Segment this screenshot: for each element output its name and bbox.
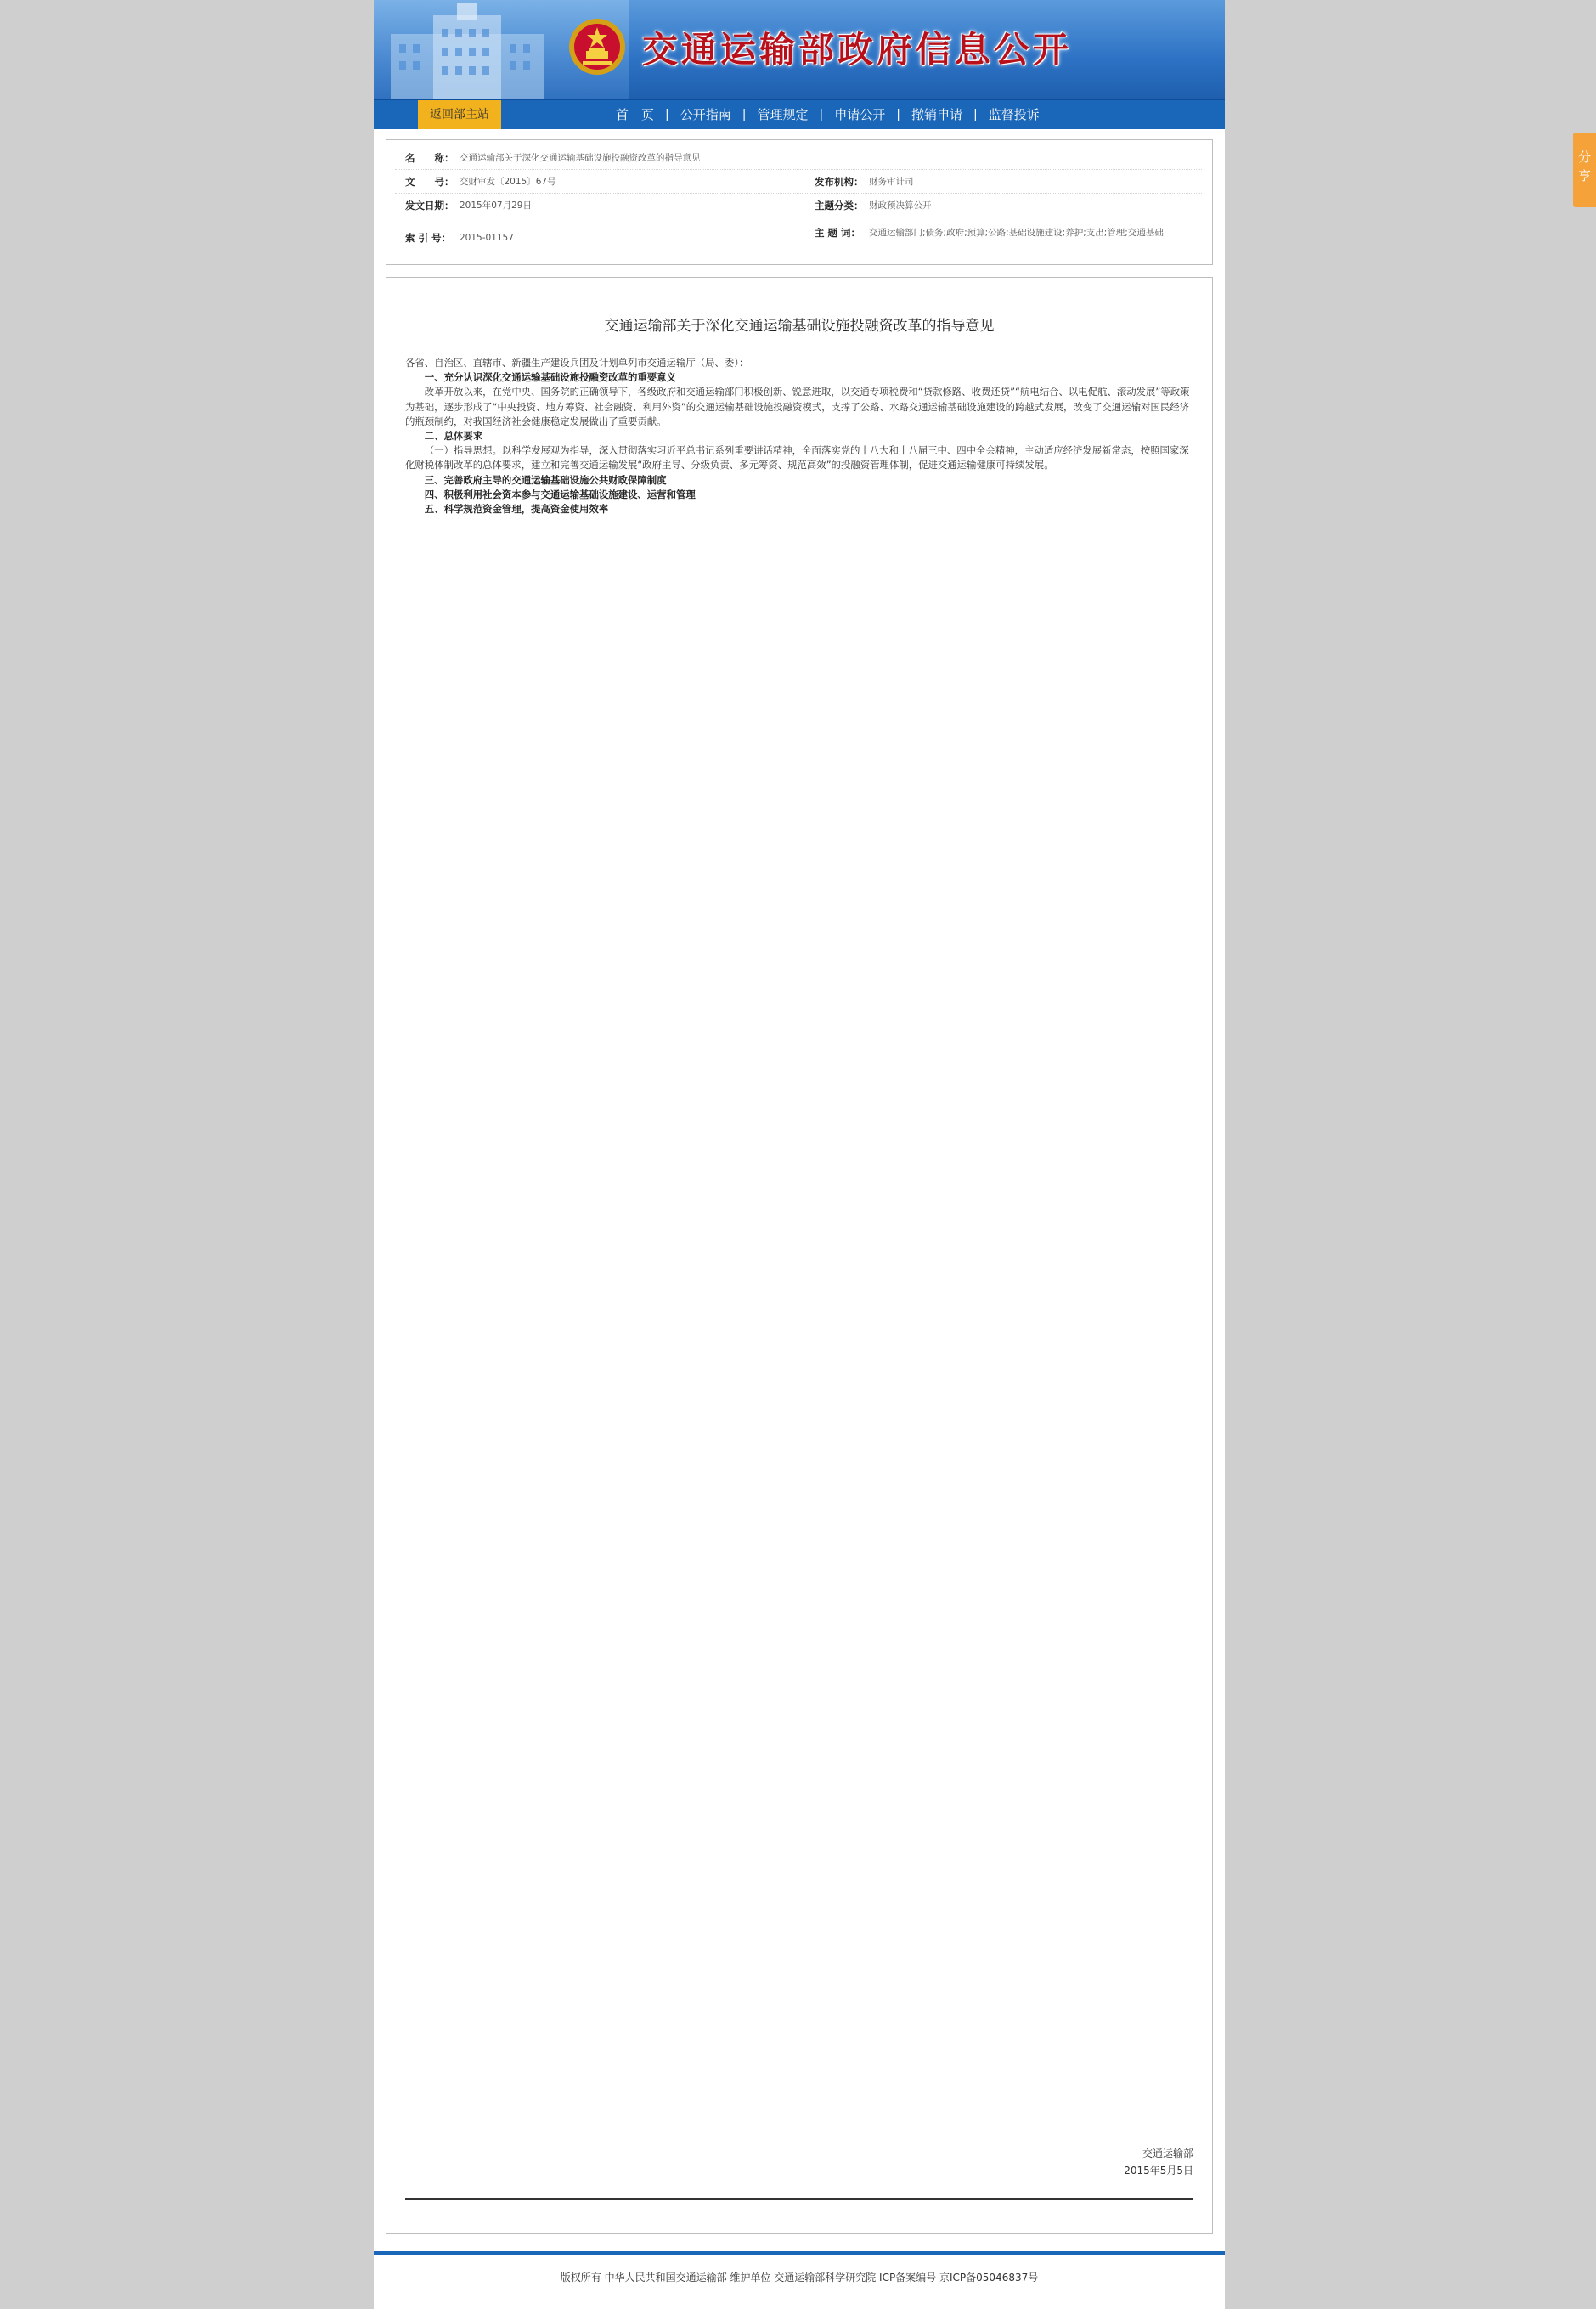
document-body [405, 356, 1193, 517]
signature-org: 交通运输部 [1142, 2148, 1193, 2159]
body-paragraph: 改革开放以来，在党中央、国务院的正确领导下，各级政府和交通运输部门积极创新、锐意进取，以交通专项税费和“贷款修路、收费还贷”“航电结合、以电促航、滚动发展”等政策为基础，逐步形成了“中央投资、地方筹资、社会融资、利用外资”的交通运输基础设施投融资模式，支撑了公路、水路交通运输基础设施建设的跨越式发展，改变了交通运输对国民经济的瓶颈制约，对我国经济社会健康稳定发展做出了重要贡献。 [405, 386, 1190, 427]
publisher-value: 财务审计司 [869, 177, 914, 187]
date-value: 2015年07月29日 [460, 200, 532, 211]
section-heading: 三、完善政府主导的交通运输基础设施公共财政保障制度 [424, 473, 667, 486]
meta-divider [395, 193, 1202, 194]
publisher-label: 发布机构： [815, 176, 864, 188]
site-title: 交通运输部政府信息公开 [642, 29, 1073, 71]
site-header [374, 0, 1225, 99]
keywords-label: 主 题 词： [815, 227, 861, 239]
main-nav [374, 99, 1225, 129]
signature-date: 2015年5月5日 [1124, 2165, 1193, 2176]
nav-withdraw[interactable]: 撤销申请 [911, 107, 962, 122]
salutation: 各省、自治区、直辖市、新疆生产建设兵团及计划单列市交通运输厅（局、委）： [405, 357, 749, 369]
page-container [374, 0, 1225, 2309]
nav-separator: | [973, 108, 978, 121]
body-paragraph: （一）指导思想。以科学发展观为指导，深入贯彻落实习近平总书记系列重要讲话精神，全面落实党的十八大和十八届三中、四中全会精神，主动适应经济发展新常态，按照国家深化财税体制改革的总体要求，建立和完善交通运输发展“政府主导、分级负责、多元筹资、规范高效”的投融资管理体制，促进交通运输健康可持续发展。 [405, 444, 1189, 471]
nav-separator: | [819, 108, 824, 121]
footer-copyright: 版权所有 中华人民共和国交通运输部 维护单位 交通运输部科学研究院 ICP备案编号 京ICP备05046837号 [560, 2272, 1039, 2284]
nav-home[interactable]: 首 页 [616, 107, 655, 122]
meta-divider [395, 169, 1202, 170]
nav-regulations[interactable]: 管理规定 [757, 107, 809, 122]
document-metadata-table [386, 139, 1213, 265]
end-divider [405, 2198, 1193, 2200]
nav-links [605, 100, 1051, 129]
nav-guide[interactable]: 公开指南 [680, 107, 731, 122]
nav-separator: | [896, 108, 900, 121]
meta-row-name [386, 147, 1212, 169]
nav-separator: | [665, 108, 669, 121]
index-value: 2015-01157 [460, 233, 514, 243]
signature-block [1124, 2145, 1193, 2179]
national-emblem-icon [567, 17, 627, 76]
section-heading: 二、总体要求 [424, 430, 483, 443]
section-heading: 四、积极利用社会资本参与交通运输基础设施建设、运营和管理 [424, 488, 696, 500]
meta-row-docno [386, 171, 1212, 193]
docno-value: 交财审发〔2015〕67号 [460, 177, 556, 187]
section-heading: 一、充分认识深化交通运输基础设施投融资改革的重要意义 [424, 371, 676, 384]
share-label: 分享 [1578, 150, 1592, 183]
nav-complaint[interactable]: 监督投诉 [988, 107, 1040, 122]
meta-row-date [386, 195, 1212, 217]
nav-apply[interactable]: 申请公开 [834, 107, 886, 122]
keywords-value: 交通运输部门;债务;政府;预算;公路;基础设施建设;养护;支出;管理;交通基础 [869, 228, 1164, 238]
document-content [386, 277, 1213, 2234]
share-button[interactable] [1573, 133, 1596, 207]
date-label: 发文日期： [405, 200, 454, 212]
index-label: 索 引 号： [405, 232, 452, 244]
category-label: 主题分类： [815, 200, 864, 212]
back-home-button[interactable]: 返回部主站 [418, 100, 501, 129]
meta-row-index [386, 222, 1212, 244]
section-heading: 五、科学规范资金管理，提高资金使用效率 [424, 503, 609, 516]
document-title: 交通运输部关于深化交通运输基础设施投融资改革的指导意见 [604, 318, 995, 335]
docno-label: 文 号： [405, 176, 454, 188]
category-value: 财政预决算公开 [869, 200, 932, 211]
name-value: 交通运输部关于深化交通运输基础设施投融资改革的指导意见 [460, 153, 701, 163]
site-footer [374, 2251, 1225, 2309]
nav-separator: | [742, 108, 747, 121]
name-label: 名 称： [405, 152, 454, 164]
